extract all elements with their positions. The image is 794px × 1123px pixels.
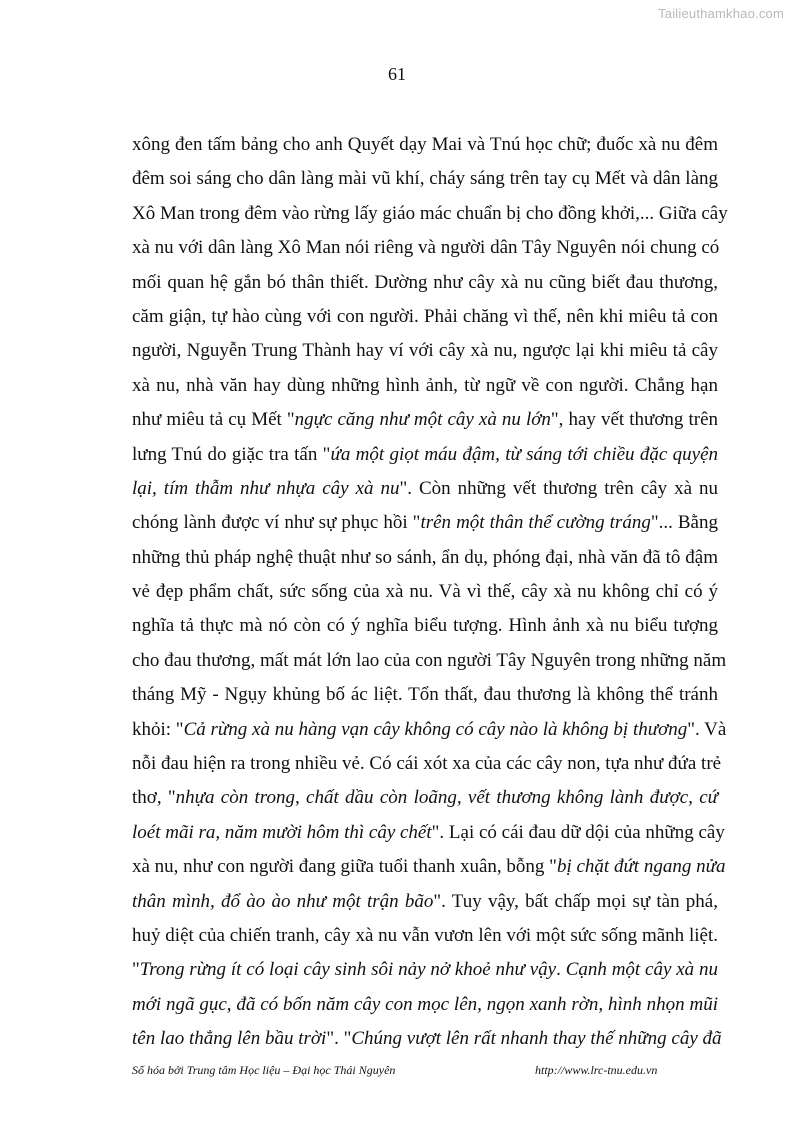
text-segment: tháng Mỹ - Ngụy khủng bố ác liệt. Tổn thất, đau thương là không thể tránh: [132, 684, 718, 706]
text-segment: những thủ pháp nghệ thuật như so sánh, ẩn dụ, phóng đại, nhà văn đã tô đậm: [132, 546, 718, 568]
page-number: 61: [388, 64, 406, 84]
text-segment: nghĩa tả thực mà nó còn có ý nghĩa biểu tượng. Hình ảnh xà nu biểu tượng: [132, 615, 718, 637]
text-line: [132, 506, 718, 540]
text-segment: .: [556, 959, 566, 981]
text-segment: cho đau thương, mất mát lớn lao của con người Tây Nguyên trong những năm: [132, 649, 727, 671]
text-line: [132, 609, 718, 643]
text-segment: thơ, ": [132, 787, 176, 809]
text-segment: người, Nguyễn Trung Thành hay ví với cây xà nu, ngược lại khi miêu tả cây: [132, 340, 718, 362]
quoted-text: loét mãi ra, năm mười hôm thì cây chết: [132, 821, 432, 843]
text-line: [132, 197, 728, 231]
quoted-text: tên lao thẳng lên bầu trời: [132, 1028, 327, 1050]
text-segment: đêm soi sáng cho dân làng mài vũ khí, cháy sáng trên tay cụ Mết và dân làng: [132, 168, 718, 190]
text-segment: lưng Tnú do giặc tra tấn ": [132, 443, 331, 465]
quoted-text: ứa một giọt máu đậm, từ sáng tới chiều đặc quyện: [330, 443, 718, 465]
text-segment: "... Bằng: [650, 512, 718, 534]
text-segment: khỏi: ": [132, 718, 184, 740]
quoted-text: Cả rừng xà nu hàng vạn cây không có cây nào là không bị thương: [183, 718, 688, 740]
text-segment: xà nu, như con người đang giữa tuổi thanh xuân, bỗng ": [132, 856, 557, 878]
text-line: [132, 678, 718, 712]
text-segment: căm giận, tự hào cùng với con người. Phải chăng vì thế, nên khi miêu tả con: [132, 305, 718, 327]
quoted-text: Chúng vượt lên rất nhanh thay thế những cây đã: [351, 1028, 722, 1050]
text-line: [132, 162, 718, 196]
body-text: [132, 128, 728, 1057]
text-segment: vẻ đẹp phẩm chất, sức sống của xà nu. Và vì thế, cây xà nu không chỉ có ý: [132, 581, 718, 603]
text-line: [132, 403, 718, 437]
text-segment: mối quan hệ gắn bó thân thiết. Dường như cây xà nu cũng biết đau thương,: [132, 271, 718, 293]
footer-url[interactable]: http://www.lrc-tnu.edu.vn: [535, 1063, 658, 1077]
watermark: Tailieuthamkhao.com: [658, 6, 784, 21]
text-segment: xông đen tấm bảng cho anh Quyết dạy Mai và Tnú học chữ; đuốc xà nu đêm: [132, 134, 718, 155]
quoted-text: bị chặt đứt ngang nửa: [556, 856, 726, 878]
text-line: [132, 781, 718, 815]
text-line: [132, 266, 718, 300]
text-line: [132, 747, 722, 781]
text-segment: ". Lại có cái đau dữ dội của những cây: [431, 821, 725, 843]
text-line: [132, 334, 718, 368]
text-line: [132, 472, 718, 506]
text-line: [132, 953, 718, 987]
text-segment: xà nu với dân làng Xô Man nói riêng và người dân Tây Nguyên nói chung có: [132, 237, 720, 259]
text-line: [132, 128, 718, 162]
text-line: [132, 369, 718, 403]
text-segment: ". Tuy vậy, bất chấp mọi sự tàn phá,: [433, 890, 718, 912]
text-line: [132, 988, 718, 1022]
text-line: [132, 816, 725, 850]
text-line: [132, 919, 718, 953]
text-line: [132, 713, 727, 747]
text-line: [132, 300, 718, 334]
text-segment: xà nu, nhà văn hay dùng những hình ảnh, từ ngữ về con người. Chẳng hạn: [132, 374, 718, 396]
text-line: [132, 575, 718, 609]
text-segment: huỷ diệt của chiến tranh, cây xà nu vẫn vươn lên với một sức sống mãnh liệt.: [132, 924, 718, 946]
text-line: [132, 231, 718, 265]
text-line: [132, 541, 718, 575]
footer-source: Số hóa bởi Trung tâm Học liệu – Đại học Thái Nguyên: [132, 1063, 396, 1077]
text-segment: ". ": [326, 1028, 352, 1050]
quoted-text: mới ngã gục, đã có bốn năm cây con mọc lên, ngọn xanh rờn, hình nhọn mũi: [132, 993, 718, 1015]
text-segment: nỗi đau hiện ra trong nhiều vẻ. Có cái xót xa của các cây non, tựa như đứa trẻ: [132, 753, 722, 775]
text-line: [132, 850, 726, 884]
text-line: [132, 644, 727, 678]
text-line: [132, 885, 718, 919]
quoted-text: lại, tím thẫm như nhựa cây xà nu: [132, 477, 400, 499]
text-segment: chóng lành được ví như sự phục hồi ": [132, 512, 421, 534]
quoted-text: ngực căng như một cây xà nu lớn: [294, 409, 551, 431]
text-segment: ": [132, 959, 140, 981]
quoted-text: thân mình, đổ ào ào như một trận bão: [132, 890, 434, 912]
text-segment: ", hay vết thương trên: [550, 409, 719, 431]
text-segment: như miêu tả cụ Mết ": [132, 409, 295, 431]
quoted-text: Cạnh một cây xà nu: [565, 959, 718, 981]
text-segment: ". Còn những vết thương trên cây xà nu: [399, 477, 718, 499]
quoted-text: nhựa còn trong, chất dầu còn loãng, vết thương không lành được, cứ: [175, 787, 718, 809]
quoted-text: trên một thân thể cường tráng: [420, 512, 651, 534]
text-segment: ". Và: [687, 718, 727, 740]
text-segment: Xô Man trong đêm vào rừng lấy giáo mác chuẩn bị cho đồng khởi,... Giữa cây: [132, 202, 728, 224]
text-line: [132, 1022, 722, 1056]
quoted-text: Trong rừng ít có loại cây sinh sôi nảy nở khoẻ như vậy: [139, 959, 557, 981]
text-line: [132, 438, 718, 472]
